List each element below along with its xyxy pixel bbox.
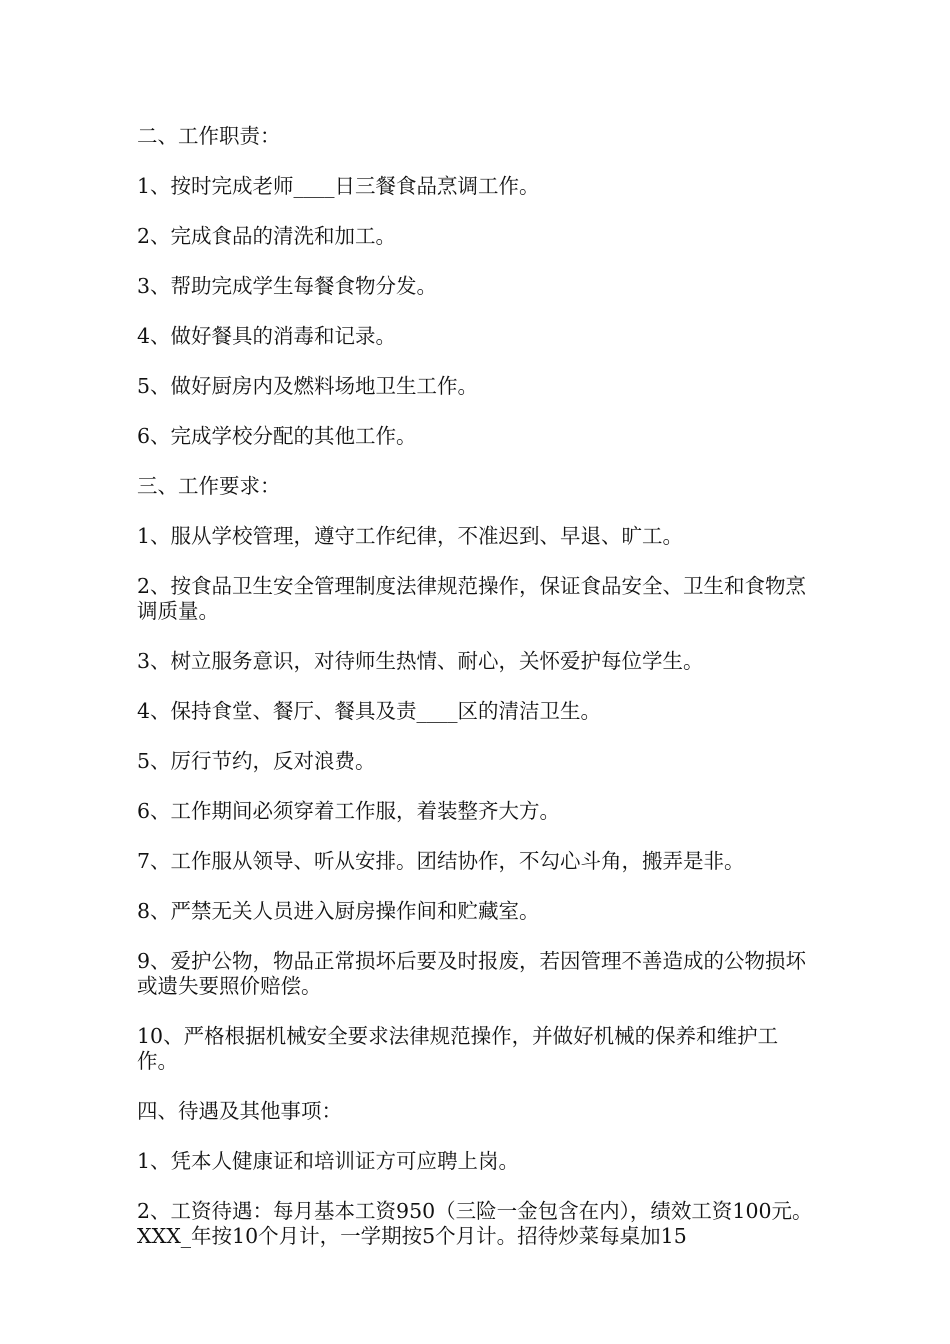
duty-item-2: 2、完成食品的清洗和加工。 — [137, 224, 397, 248]
requirement-item-9: 9、爱护公物，物品正常损坏后要及时报废，若因管理不善造成的公物损坏或遗失要照价赔偿。 — [137, 949, 807, 998]
section-heading-requirements: 三、工作要求： — [137, 474, 281, 498]
requirement-item-5: 5、厉行节约，反对浪费。 — [137, 749, 376, 773]
requirement-item-7: 7、工作服从领导、听从安排。团结协作，不勾心斗角，搬弄是非。 — [137, 849, 745, 873]
section-heading-duties: 二、工作职责： — [137, 124, 281, 148]
duty-item-1: 1、按时完成老师____日三餐食品烹调工作。 — [137, 174, 540, 198]
duty-item-4: 4、做好餐具的消毒和记录。 — [137, 324, 397, 348]
section-heading-benefits: 四、待遇及其他事项： — [137, 1099, 342, 1123]
requirement-item-4: 4、保持食堂、餐厅、餐具及责____区的清洁卫生。 — [137, 699, 602, 723]
requirement-item-3: 3、树立服务意识，对待师生热情、耐心，关怀爱护每位学生。 — [137, 649, 704, 673]
duty-item-3: 3、帮助完成学生每餐食物分发。 — [137, 274, 438, 298]
requirement-item-6: 6、工作期间必须穿着工作服，着装整齐大方。 — [137, 799, 561, 823]
benefit-item-2: 2、工资待遇：每月基本工资950（三险一金包含在内），绩效工资100元。XXX_年按10个月计，一学期按5个月计。招待炒菜每桌加15 — [137, 1199, 813, 1248]
requirement-item-1: 1、服从学校管理，遵守工作纪律，不准迟到、早退、旷工。 — [137, 524, 684, 548]
duty-item-6: 6、完成学校分配的其他工作。 — [137, 424, 417, 448]
requirement-item-10: 10、严格根据机械安全要求法律规范操作，并做好机械的保养和维护工作。 — [137, 1024, 779, 1073]
duty-item-5: 5、做好厨房内及燃料场地卫生工作。 — [137, 374, 479, 398]
requirement-item-8: 8、严禁无关人员进入厨房操作间和贮藏室。 — [137, 899, 540, 923]
benefit-item-1: 1、凭本人健康证和培训证方可应聘上岗。 — [137, 1149, 520, 1173]
requirement-item-2: 2、按食品卫生安全管理制度法律规范操作，保证食品安全、卫生和食物烹调质量。 — [137, 574, 807, 623]
